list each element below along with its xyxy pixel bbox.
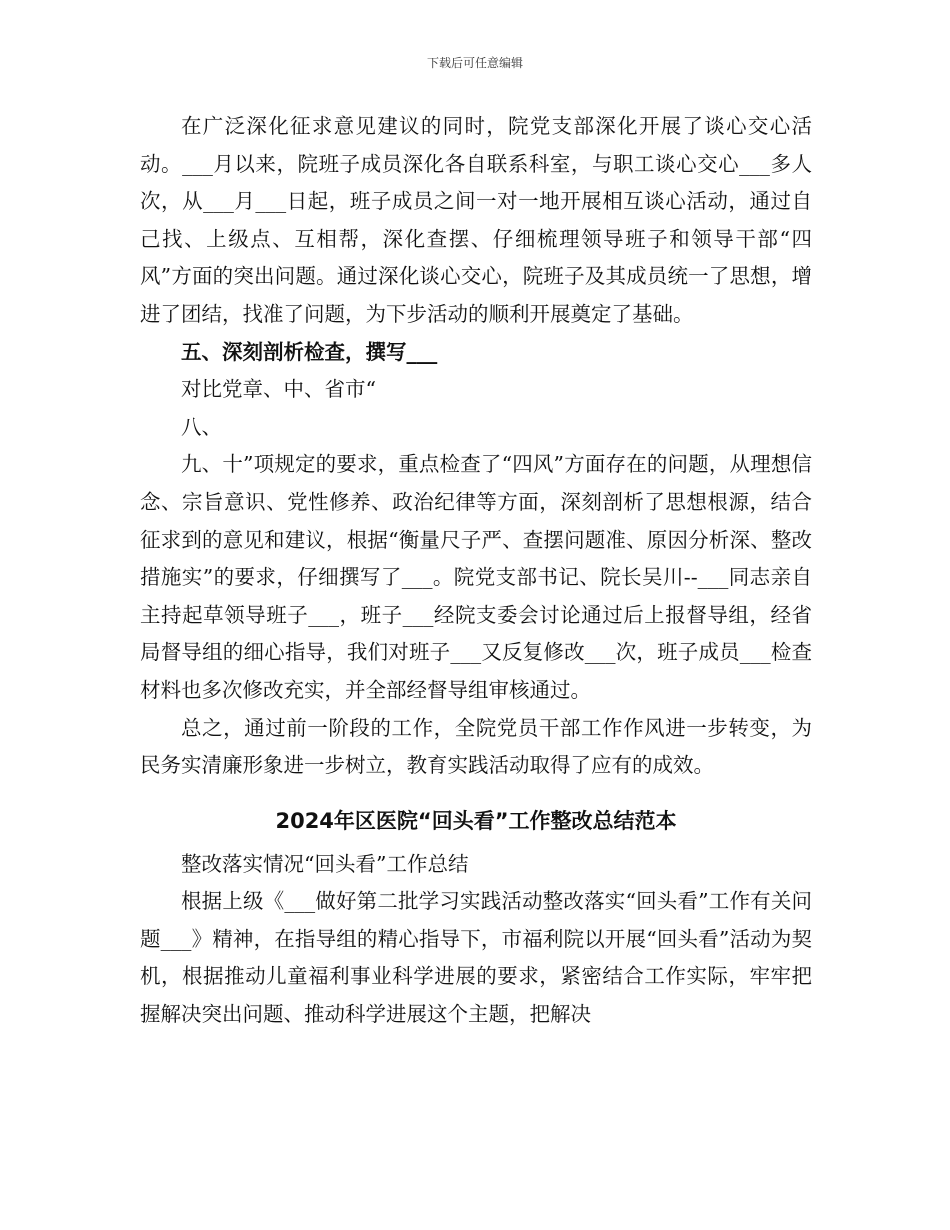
paragraph-subtitle: 整改落实情况“回头看”工作总结	[181, 851, 469, 876]
document-title: 2024年区医院“回头看”工作整改总结范本	[275, 808, 677, 833]
paragraph-eight: 八、	[181, 414, 222, 439]
paragraph-compare-charter: 对比党章、中、省市“	[181, 377, 376, 402]
page-header: 下载后可任意编辑	[426, 56, 523, 70]
paragraph-nine-ten-rules: 九、十”项规定的要求，重点检查了“四风”方面存在的问题，从理想信念、宗旨意识、党性修养、政治纪律等方面，深刻剖析了思想根源，结合征求到的意见和建议，根据“衡量尺子严、查摆问题准、原因分析深、整改措施实”的要求，仔细撰写了___。院党支部书记、院长吴川--___同志亲自主持起草领导班子___，班子___经院支委会讨论通过后上报督导组，经省局督导组的细心指导，我们对班子___又反复修改___次，班子成员___检查材料也多次修改充实，并全部经督导组审核通过。	[140, 452, 812, 702]
document-body	[140, 108, 812, 1034]
paragraph-according: 根据上级《___做好第二批学习实践活动整改落实“回头看”工作有关问题___》精神，在指导组的精心指导下，市福利院以开展“回头看”活动为契机，根据推动儿童福利事业科学进展的要求，紧密结合工作实际，牢牢把握解决突出问题、推动科学进展这个主题，把解决	[140, 889, 812, 1027]
paragraph-conclusion: 总之，通过前一阶段的工作，全院党员干部工作作风进一步转变，为民务实清廉形象进一步树立，教育实践活动取得了应有的成效。	[140, 715, 812, 778]
paragraph-talk-activity: 在广泛深化征求意见建议的同时，院党支部深化开展了谈心交心活动。___月以来，院班子成员深化各自联系科室，与职工谈心交心___多人次，从___月___日起，班子成员之间一对一地开展相互谈心活动，通过自己找、上级点、互相帮，深化查摆、仔细梳理领导班子和领导干部“四风”方面的突出问题。通过深化谈心交心，院班子及其成员统一了思想，增进了团结，找准了问题，为下步活动的顺利开展奠定了基础。	[140, 114, 812, 326]
section-heading-five: 五、深刻剖析检查，撰写___	[181, 339, 438, 364]
